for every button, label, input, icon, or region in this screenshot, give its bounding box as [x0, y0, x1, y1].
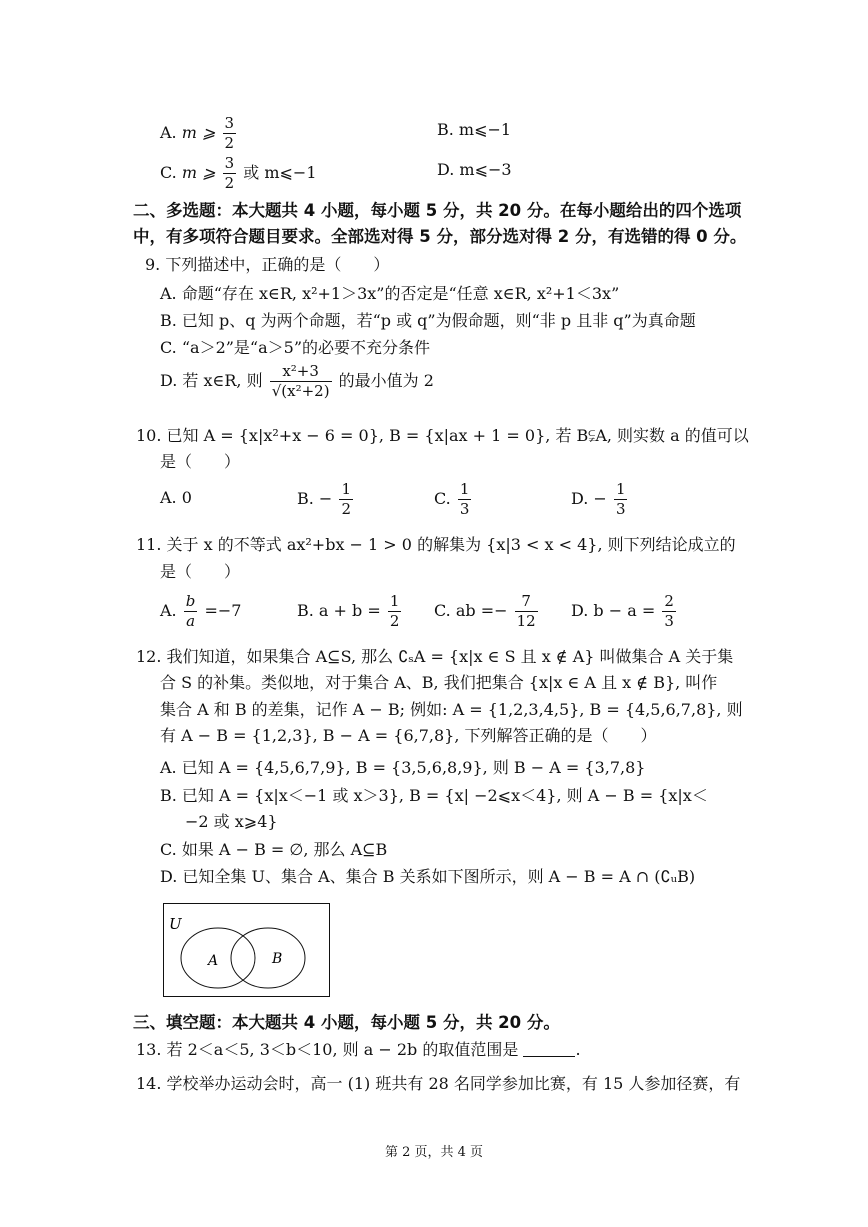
q10-option-a: A. 0 [160, 488, 192, 507]
set-b-circle [231, 928, 305, 988]
q14: 14. 学校举办运动会时，高一 (1) 班共有 28 名同学参加比赛，有 15 人参加径赛，有 [136, 1074, 741, 1093]
section2-heading-line1: 二、多选题：本大题共 4 小题，每小题 5 分，共 20 分。在每小题给出的四个选项 [133, 201, 742, 220]
fraction: $\frac{\text{x²+3}}{\text{√(x²+2)}}$ [271, 362, 330, 400]
q11-option-c: C. ab =− $\frac{7}{12}$ [434, 592, 536, 630]
q12-option-d: D. 已知全集 U、集合 A、集合 B 关系如下图所示，则 A − B = A ∩ (∁ᵤB) [160, 867, 696, 886]
q9-option-d: D. 若 x∈R, 则 $\frac{\text{x²+3}}{\text{√(x²+2)}}$ 的最小值为 2 [160, 362, 434, 400]
q10-option-c: C. $\frac{1}{3}$ [434, 480, 470, 518]
q13: 13. 若 2＜a＜5, 3＜b＜10, 则 a − 2b 的取值范围是 . [136, 1040, 581, 1059]
q12-option-a: A. 已知 A = {4,5,6,7,9}, B = {3,5,6,8,9}, 则 B − A = {3,7,8} [160, 758, 646, 777]
fraction: $\frac{b}{a}$ [185, 592, 196, 630]
q11-option-b: B. a + b = $\frac{1}{2}$ [297, 592, 400, 630]
page-footer: 第 2 页，共 4 页 [384, 1145, 484, 1160]
section2-heading-line2: 中，有多项符合题目要求。全部选对得 5 分，部分选对得 2 分，有选错的得 0 分。 [133, 227, 747, 246]
q12-stem-line2: 合 S 的补集。类似地，对于集合 A、B, 我们把集合 {x|x ∈ A 且 x ∉ B}, 叫作 [160, 673, 718, 692]
q12-option-c: C. 如果 A − B = ∅, 那么 A⊆B [160, 840, 388, 859]
q10-option-d: D. − $\frac{1}{3}$ [571, 480, 626, 518]
fraction: $\frac{3}{2}$ [224, 154, 235, 192]
q12-stem-line4: 有 A − B = {1,2,3}, B − A = {6,7,8}, 下列解答正确的是（ ） [160, 726, 657, 745]
option-expr: m ⩾ [181, 123, 216, 142]
q9-stem: 9. 下列描述中，正确的是（ ） [145, 255, 390, 274]
q11-stem-line2: 是（ ） [160, 562, 241, 581]
label-a: A [208, 953, 219, 969]
q11-stem-line1: 11. 关于 x 的不等式 ax²+bx − 1 > 0 的解集为 {x|3 < x < 4}, 则下列结论成立的 [136, 535, 736, 554]
option-label: A. [160, 123, 177, 142]
q12-stem-line3: 集合 A 和 B 的差集，记作 A − B; 例如: A = {1,2,3,4,5}, B = {4,5,6,7,8}, 则 [160, 700, 743, 719]
q10-stem-line1: 10. 已知 A = {x|x²+x − 6 = 0}, B = {x|ax + 1 = 0}, 若 B⫋A, 则实数 a 的值可以 [136, 426, 749, 445]
q11-option-d: D. b − a = $\frac{2}{3}$ [571, 592, 674, 630]
fraction: $\frac{1}{2}$ [341, 480, 351, 518]
q12-stem-line1: 12. 我们知道，如果集合 A⊆S, 那么 ∁ₛA = {x|x ∈ S 且 x ∉ A} 叫做集合 A 关于集 [136, 647, 734, 666]
q9-option-b: B. 已知 p、q 为两个命题，若“p 或 q”为假命题，则“非 p 且非 q”为真命题 [160, 311, 696, 330]
q8-option-b: B. m⩽−1 [437, 120, 512, 139]
q8-option-d: D. m⩽−3 [437, 160, 512, 179]
q12-option-b-line2: −2 或 x⩾4} [185, 812, 278, 831]
section3-heading: 三、填空题：本大题共 4 小题，每小题 5 分，共 20 分。 [133, 1013, 560, 1032]
q12-option-b-line1: B. 已知 A = {x|x＜−1 或 x＞3}, B = {x| −2⩽x＜4}, 则 A − B = {x|x＜ [160, 786, 708, 805]
venn-svg [163, 903, 330, 997]
q10-stem-line2: 是（ ） [160, 452, 241, 471]
q8-option-c: C. m ⩾ $\frac{3}{2}$ 或 m⩽−1 [160, 154, 317, 192]
venn-diagram [163, 903, 330, 997]
fraction: $\frac{3}{2}$ [224, 114, 235, 152]
q9-option-a: A. 命题“存在 x∈R, x²+1＞3x”的否定是“任意 x∈R, x²+1＜3x” [160, 284, 620, 303]
q9-option-c: C. “a＞2”是“a＞5”的必要不充分条件 [160, 338, 431, 357]
answer-blank[interactable] [523, 1042, 575, 1057]
fraction: $\frac{1}{3}$ [615, 480, 626, 518]
q8-option-a [160, 116, 238, 151]
fraction: $\frac{1}{2}$ [389, 592, 400, 630]
fraction: $\frac{2}{3}$ [664, 592, 674, 630]
fraction: $\frac{7}{12}$ [516, 592, 536, 630]
fraction: $\frac{1}{3}$ [459, 480, 470, 518]
label-u: U [169, 915, 182, 933]
q10-option-b: B. − $\frac{1}{2}$ [297, 480, 351, 518]
label-b: B [272, 951, 283, 967]
q11-option-a: A. $\frac{b}{a}$ =−7 [160, 592, 242, 630]
